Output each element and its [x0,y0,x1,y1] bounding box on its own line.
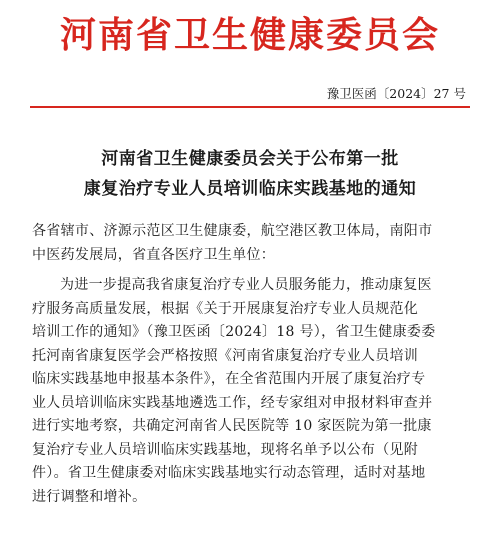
paragraph-line: 业人员培训临床实践基地遴选工作，经专家组对申报材料审查并 [32,394,433,411]
title-line: 河南省卫生健康委员会关于公布第一批 [101,149,399,169]
org-header: 河南省卫生健康委员会 [59,15,440,56]
document-title [0,144,500,204]
paragraph-line: 为进一步提高我省康复治疗专业人员服务能力，推动康复医 [60,277,432,293]
paragraph-line: 复治疗专业人员培训临床实践基地，现将名单予以公布（见附 [32,441,419,458]
doc-number: 豫卫医函〔2024〕27 号 [326,86,466,101]
paragraph-line: 托河南省康复医学会严格按照《河南省康复治疗专业人员培训 [32,347,419,364]
paragraph-line: 疗服务高质量发展，根据《关于开展康复治疗专业人员规范化 [32,300,419,317]
paragraph-line: 进行实地考察，共确定河南省人民医院等 10 家医院为第一批康 [32,418,432,434]
salutation-line: 中医药发展局，省直各医疗卫生单位： [32,246,276,263]
paragraph-line: 进行调整和增补。 [32,488,147,505]
paragraph-line: 培训工作的通知》（豫卫医函〔2024〕18 号），省卫生健康委委 [32,324,436,340]
red-divider [30,106,470,108]
paragraph-line: 临床实践基地申报基本条件》，在全省范围内开展了康复治疗专 [32,371,426,387]
document-body [32,220,472,509]
title-line: 康复治疗专业人员培训临床实践基地的通知 [83,179,417,199]
paragraph-gap [32,267,472,274]
salutation-line: 各省辖市、济源示范区卫生健康委，航空港区教卫体局，南阳市 [32,223,433,239]
paragraph-line: 件）。省卫生健康委对临床实践基地实行动态管理，适时对基地 [32,465,426,481]
